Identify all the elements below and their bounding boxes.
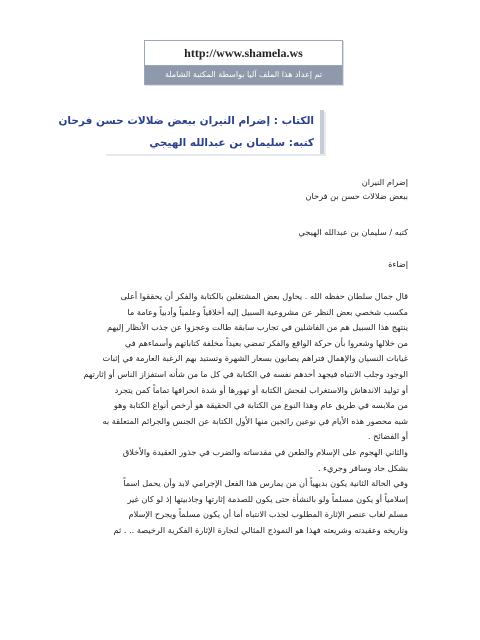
paragraph-line: شبه محصور هذه الأيام في نوعين رائجين منها الأول الكتابة عن الجنس والجرائم المتعلقة به: [102, 415, 408, 426]
source-url[interactable]: http://www.shamela.ws: [145, 41, 342, 66]
book-title: الكتاب : إضرام النيران ببعض ضلالات حسن فرحان: [58, 115, 314, 127]
section-label: إضاءة: [388, 259, 408, 269]
paragraph-line: وفي الحالة الثانية يكون بديهياً أن من يمارس هذا الفعل الإجرامي لابد وأن يحمل اسماً: [123, 478, 408, 489]
paragraph-line: أو توليد الاندهاش والاستغراب لفحش الكتابة أو تهورها أو شدة انحرافها تماماً كمن يتجرد: [114, 384, 408, 395]
paragraph-line: من خلالها وشعروا بأن حركة الواقع والفكر تمضي بعيداً مخلفة كتاباتهم وأسماءهم في: [124, 337, 408, 348]
author-line: كتبه / سليمان بن عبدالله الهيجي: [298, 227, 408, 237]
paragraph-line: بشكل حاد وسافر وجريء .: [317, 462, 408, 473]
source-banner: [144, 40, 343, 85]
paragraph-line: مكسب شخصي بعض النظر عن مشروعية السبيل إليه أخلاقياً وعلمياً وأدبياً وعامة ما: [127, 306, 408, 317]
paragraph-line: قال جمال سلطان حفظه الله . يحاول بعض المشتغلين بالكتابة والفكر أن يحققوا أعلى: [120, 291, 408, 301]
document-body: [68, 175, 408, 539]
paragraph-line: إسلامياً أو يكون مسلماً ولو بالنشأة حتى يكون للصدمة إثارتها وجاذبيتها إذ لو كان غير: [127, 493, 408, 504]
paragraph-line: الوجود وجلب الانتباه فيجهد أحدهم نفسه في الكتابة في كل ما من شأنه استفزاز الناس أو إثارتهم: [83, 368, 408, 379]
book-title-box: [58, 110, 324, 154]
heading-line: ببعض ضلالات حسن بن فرحان: [305, 191, 408, 201]
paragraph-line: مسلم لغاب عنصر الإثارة المطلوب لجذب الانتباه أما أن يكون مسلماً ويجرح الإسلام: [128, 509, 408, 520]
paragraph-2: [68, 445, 408, 476]
book-author: كتبه: سليمان بن عبدالله الهيجي: [149, 137, 314, 149]
heading-line: إضرام النيران: [361, 177, 408, 187]
paragraph-3: [68, 476, 408, 538]
paragraph-line: أو الفضائح .: [367, 431, 408, 442]
paragraph-line: ينتهج هذا السبيل هم من الفاشلين في تجارب سابقة طالت وعجزوا عن جذب الأنظار إليهم: [107, 322, 408, 333]
paragraph-line: غيابات النسيان والإهمال فتراهم يصابون بسعار الشهرة وتستبد بهم الرغبة العارمة في إثبات: [102, 353, 408, 364]
paragraph-line: والثاني الهجوم على الإسلام والطعن في مقدساته والضرب في جذور العقيدة والأخلاق: [122, 446, 408, 457]
paragraph-1: [68, 289, 408, 445]
paragraph-line: وتاريخه وعقيدته وشريعته فهذا هو النموذج المثالي لتجارة الإثارة الفكرية الرخيصة .. . ثم: [113, 524, 408, 535]
paragraph-line: من ملابسه في طريق عام وهذا النوع من الكتابة في الحقيقة هو أرخص أنواع الكتابة وهو: [113, 400, 408, 411]
source-subtitle: تم إعداد هذا الملف آليا بواسطة المكتبة الشاملة: [145, 66, 342, 84]
